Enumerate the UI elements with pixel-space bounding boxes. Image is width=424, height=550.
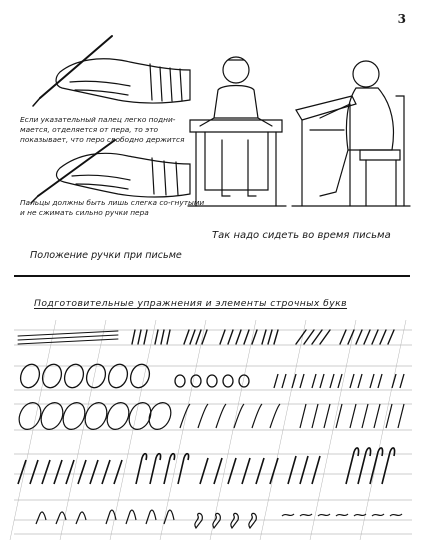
practice-ruled-lines [14, 330, 412, 534]
finger-caption: Если указательный палец легко подни-маетcя, отделяется от пера, то это показывает, что перо свободно держится [20, 115, 185, 144]
student-at-desk-side-illustration [292, 61, 410, 206]
section-divider [14, 275, 410, 277]
exercises-title: Подготовительные упражнения и элементы строчных букв [34, 298, 348, 309]
exercise-row-tall-strokes [18, 448, 395, 484]
page-number: 3 [397, 12, 406, 26]
exercise-row-small-elements [36, 510, 402, 528]
hand-with-pen-illustration-bottom [31, 140, 190, 203]
fingers-caption: Пальцы должны быть лишь слегка со-гнутыми и не сжимать сильно ручки пера [20, 198, 205, 217]
exercise-row-hatching [18, 330, 394, 344]
sitting-caption: Так надо сидеть во время письма [212, 230, 391, 241]
pen-position-caption: Положение ручки при письме [30, 250, 182, 261]
student-at-desk-front-illustration [188, 57, 286, 206]
hand-with-pen-illustration-top [33, 36, 190, 106]
